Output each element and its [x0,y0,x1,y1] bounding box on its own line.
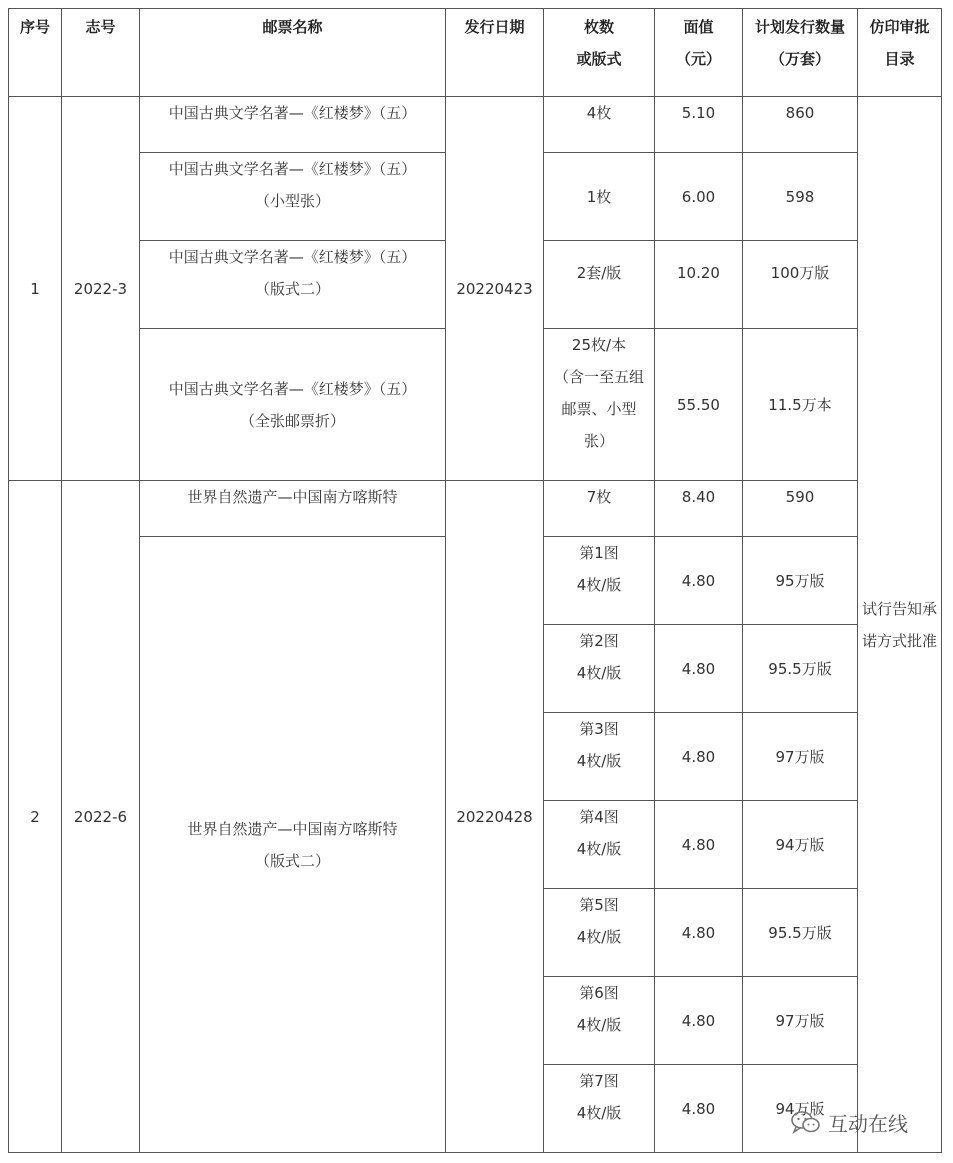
face-value: 4.80 [655,889,743,977]
plan-quantity: 590 [743,481,858,537]
header-catalog: 仿印审批 目录 [858,9,942,97]
plan-quantity: 97万版 [743,977,858,1065]
stamp-name: 世界自然遗产—中国南方喀斯特 [140,481,446,537]
plan-quantity: 100万版 [743,241,858,329]
header-code: 志号 [62,9,140,97]
stamp-count: 第3图 4枚/版 [544,713,655,801]
group-code: 2022-6 [62,481,140,1153]
group-code: 2022-3 [62,97,140,481]
header-date: 发行日期 [446,9,544,97]
stamp-name: 中国古典文学名著—《红楼梦》（五） [140,97,446,153]
group-seq: 2 [9,481,62,1153]
stamp-count: 25枚/本 （含一至五组 邮票、小型 张） [544,329,655,481]
stamp-issue-table [8,8,942,1153]
stamp-count: 第2图 4枚/版 [544,625,655,713]
stamp-count: 第1图 4枚/版 [544,537,655,625]
watermark-text: 互动在线 [828,1112,908,1136]
stamp-name: 中国古典文学名著—《红楼梦》（五） （全张邮票折） [140,329,446,481]
plan-quantity: 94万版 [743,801,858,889]
face-value: 10.20 [655,241,743,329]
header-name: 邮票名称 [140,9,446,97]
stamp-count: 第6图 4枚/版 [544,977,655,1065]
plan-quantity: 95万版 [743,537,858,625]
plan-quantity: 94万版 [743,1065,858,1153]
stamp-count: 2套/版 [544,241,655,329]
stamp-name: 世界自然遗产—中国南方喀斯特 （版式二） [140,537,446,1153]
watermark [790,1108,908,1137]
plan-quantity: 860 [743,97,858,153]
header-plan-quantity: 计划发行数量 （万套） [743,9,858,97]
face-value: 4.80 [655,977,743,1065]
header-count: 枚数 或版式 [544,9,655,97]
face-value: 8.40 [655,481,743,537]
group-seq: 1 [9,97,62,481]
plan-quantity: 598 [743,153,858,241]
header-face-value: 面值 （元） [655,9,743,97]
face-value: 5.10 [655,97,743,153]
table-row [9,481,942,537]
table-row [9,97,942,153]
header-seq: 序号 [9,9,62,97]
stamp-count: 第7图 4枚/版 [544,1065,655,1153]
face-value: 4.80 [655,537,743,625]
plan-quantity: 95.5万版 [743,625,858,713]
plan-quantity: 95.5万版 [743,889,858,977]
plan-quantity: 97万版 [743,713,858,801]
table-header-row [9,9,942,97]
face-value: 4.80 [655,625,743,713]
face-value: 4.80 [655,801,743,889]
face-value: 4.80 [655,1065,743,1153]
stamp-count: 4枚 [544,97,655,153]
plan-quantity: 11.5万本 [743,329,858,481]
wechat-icon [790,1110,822,1136]
face-value: 6.00 [655,153,743,241]
stamp-count: 第4图 4枚/版 [544,801,655,889]
stamp-count: 7枚 [544,481,655,537]
stamp-name: 中国古典文学名著—《红楼梦》（五） （小型张） [140,153,446,241]
stamp-name: 中国古典文学名著—《红楼梦》（五） （版式二） [140,241,446,329]
stamp-count: 第5图 4枚/版 [544,889,655,977]
face-value: 4.80 [655,713,743,801]
face-value: 55.50 [655,329,743,481]
issue-date: 20220423 [446,97,544,481]
stamp-count: 1枚 [544,153,655,241]
issue-date: 20220428 [446,481,544,1153]
catalog-approval: 试行告知承 诺方式批准 [858,97,942,1153]
